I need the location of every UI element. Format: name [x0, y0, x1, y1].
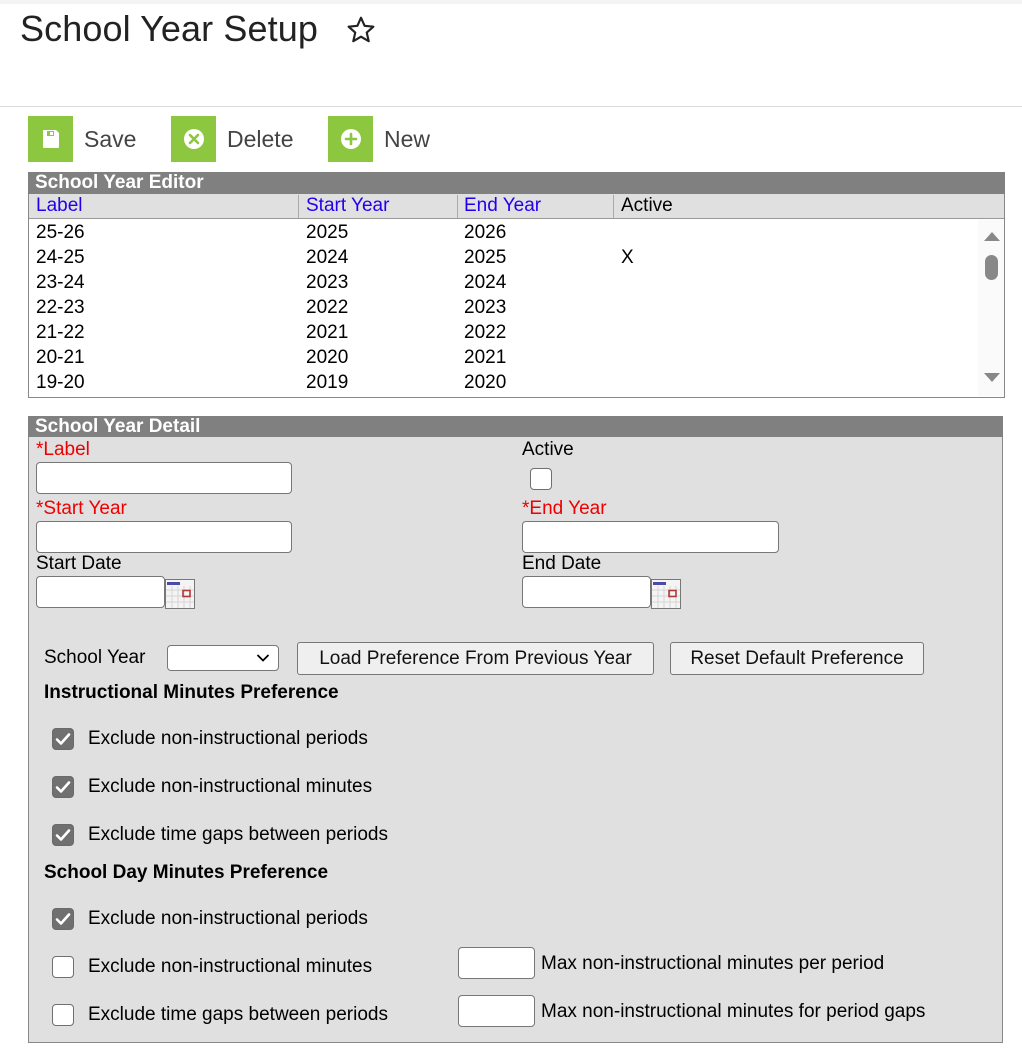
school-day-exclude-periods-label: Exclude non-instructional periods: [88, 908, 368, 929]
cell-label: 20-21: [36, 347, 85, 368]
cell-end-year: 2023: [464, 297, 507, 318]
cell-start-year: 2021: [306, 322, 349, 343]
floppy-disk-icon: [28, 116, 73, 162]
label-input[interactable]: [36, 462, 292, 494]
column-header-end-year[interactable]: End Year: [464, 195, 542, 216]
table-row[interactable]: [29, 370, 979, 395]
end-year-label: *End Year: [522, 498, 607, 519]
start-year-input[interactable]: [36, 521, 292, 553]
table-row[interactable]: [29, 245, 979, 270]
top-border: [0, 0, 1022, 4]
cell-end-year: 2020: [464, 372, 507, 393]
cell-label: 21-22: [36, 322, 85, 343]
column-header-active: Active: [621, 195, 673, 216]
school-day-exclude-periods-checkbox[interactable]: [52, 908, 74, 930]
start-date-label: Start Date: [36, 553, 122, 574]
table-row[interactable]: [29, 220, 979, 245]
save-button[interactable]: [28, 116, 136, 162]
cell-start-year: 2019: [306, 372, 349, 393]
end-year-input[interactable]: [522, 521, 779, 553]
max-minutes-period-gaps-label: Max non-instructional minutes for period gaps: [541, 1001, 926, 1022]
vertical-scrollbar[interactable]: [978, 220, 1004, 396]
delete-label: Delete: [227, 125, 294, 152]
cell-label: 22-23: [36, 297, 85, 318]
table-row[interactable]: [29, 270, 979, 295]
calendar-icon[interactable]: [651, 579, 681, 609]
end-date-input[interactable]: [522, 576, 651, 608]
instructional-exclude-minutes-label: Exclude non-instructional minutes: [88, 776, 373, 797]
cell-end-year: 2022: [464, 322, 507, 343]
load-preference-button[interactable]: Load Preference From Previous Year: [297, 642, 654, 675]
table-row[interactable]: [29, 320, 979, 345]
instructional-exclude-minutes-checkbox[interactable]: [52, 776, 74, 798]
end-date-label: End Date: [522, 553, 602, 574]
cell-end-year: 2024: [464, 272, 507, 293]
cell-active: X: [621, 247, 634, 268]
cell-start-year: 2025: [306, 222, 349, 243]
cell-end-year: 2026: [464, 222, 507, 243]
checkmark-icon: [55, 828, 71, 842]
star-outline-icon[interactable]: [345, 14, 377, 46]
circle-x-icon: [171, 116, 216, 162]
calendar-icon[interactable]: [165, 579, 195, 609]
school-day-minutes-title: School Day Minutes Preference: [44, 862, 329, 883]
cell-label: 25-26: [36, 222, 85, 243]
scrollbar-thumb[interactable]: [985, 255, 998, 280]
new-label: New: [384, 125, 431, 152]
column-header-label[interactable]: Label: [36, 195, 83, 216]
cell-label: 24-25: [36, 247, 85, 268]
checkmark-icon: [55, 780, 71, 794]
instructional-exclude-gaps-label: Exclude time gaps between periods: [88, 824, 388, 845]
active-field-label: Active: [522, 439, 574, 460]
school-day-exclude-minutes-checkbox[interactable]: [52, 956, 74, 978]
school-day-exclude-minutes-label: Exclude non-instructional minutes: [88, 956, 373, 977]
instructional-minutes-title: Instructional Minutes Preference: [44, 682, 339, 703]
cell-start-year: 2024: [306, 247, 349, 268]
label-field-label: *Label: [36, 439, 90, 460]
grid-header: [29, 194, 1004, 219]
cell-label: 23-24: [36, 272, 85, 293]
start-date-input[interactable]: [36, 576, 165, 608]
table-row[interactable]: [29, 295, 979, 320]
instructional-exclude-gaps-checkbox[interactable]: [52, 824, 74, 846]
school-year-select-label: School Year: [44, 647, 146, 668]
chevron-down-icon: [256, 653, 270, 663]
grid-body: [29, 220, 979, 395]
table-row[interactable]: [29, 345, 979, 370]
cell-end-year: 2025: [464, 247, 507, 268]
school-year-grid: [28, 194, 1005, 398]
cell-label: 19-20: [36, 372, 85, 393]
school-day-exclude-gaps-checkbox[interactable]: [52, 1004, 74, 1026]
school-day-exclude-gaps-label: Exclude time gaps between periods: [88, 1004, 388, 1025]
toolbar-divider: [0, 106, 1022, 107]
scroll-down-arrow-icon[interactable]: [984, 373, 1000, 382]
cell-start-year: 2022: [306, 297, 349, 318]
start-year-label: *Start Year: [36, 498, 127, 519]
instructional-exclude-periods-checkbox[interactable]: [52, 728, 74, 750]
active-checkbox[interactable]: [530, 468, 552, 490]
reset-default-preference-button[interactable]: Reset Default Preference: [670, 642, 924, 675]
instructional-exclude-periods-label: Exclude non-instructional periods: [88, 728, 368, 749]
column-header-start-year[interactable]: Start Year: [306, 195, 390, 216]
delete-button[interactable]: [171, 116, 293, 162]
cell-start-year: 2023: [306, 272, 349, 293]
circle-plus-icon: [328, 116, 373, 162]
checkmark-icon: [55, 912, 71, 926]
detail-panel: [28, 437, 1003, 1043]
school-year-select[interactable]: [167, 645, 279, 671]
new-button[interactable]: [328, 116, 430, 162]
cell-start-year: 2020: [306, 347, 349, 368]
cell-end-year: 2021: [464, 347, 507, 368]
checkmark-icon: [55, 732, 71, 746]
page-title: School Year Setup: [20, 8, 318, 49]
detail-header: School Year Detail: [28, 416, 1003, 438]
max-minutes-period-gaps-input[interactable]: [458, 995, 535, 1027]
max-minutes-per-period-label: Max non-instructional minutes per period: [541, 953, 885, 974]
editor-header: School Year Editor: [28, 172, 1005, 194]
save-label: Save: [84, 125, 137, 152]
scroll-up-arrow-icon[interactable]: [984, 232, 1000, 241]
max-minutes-per-period-input[interactable]: [458, 947, 535, 979]
